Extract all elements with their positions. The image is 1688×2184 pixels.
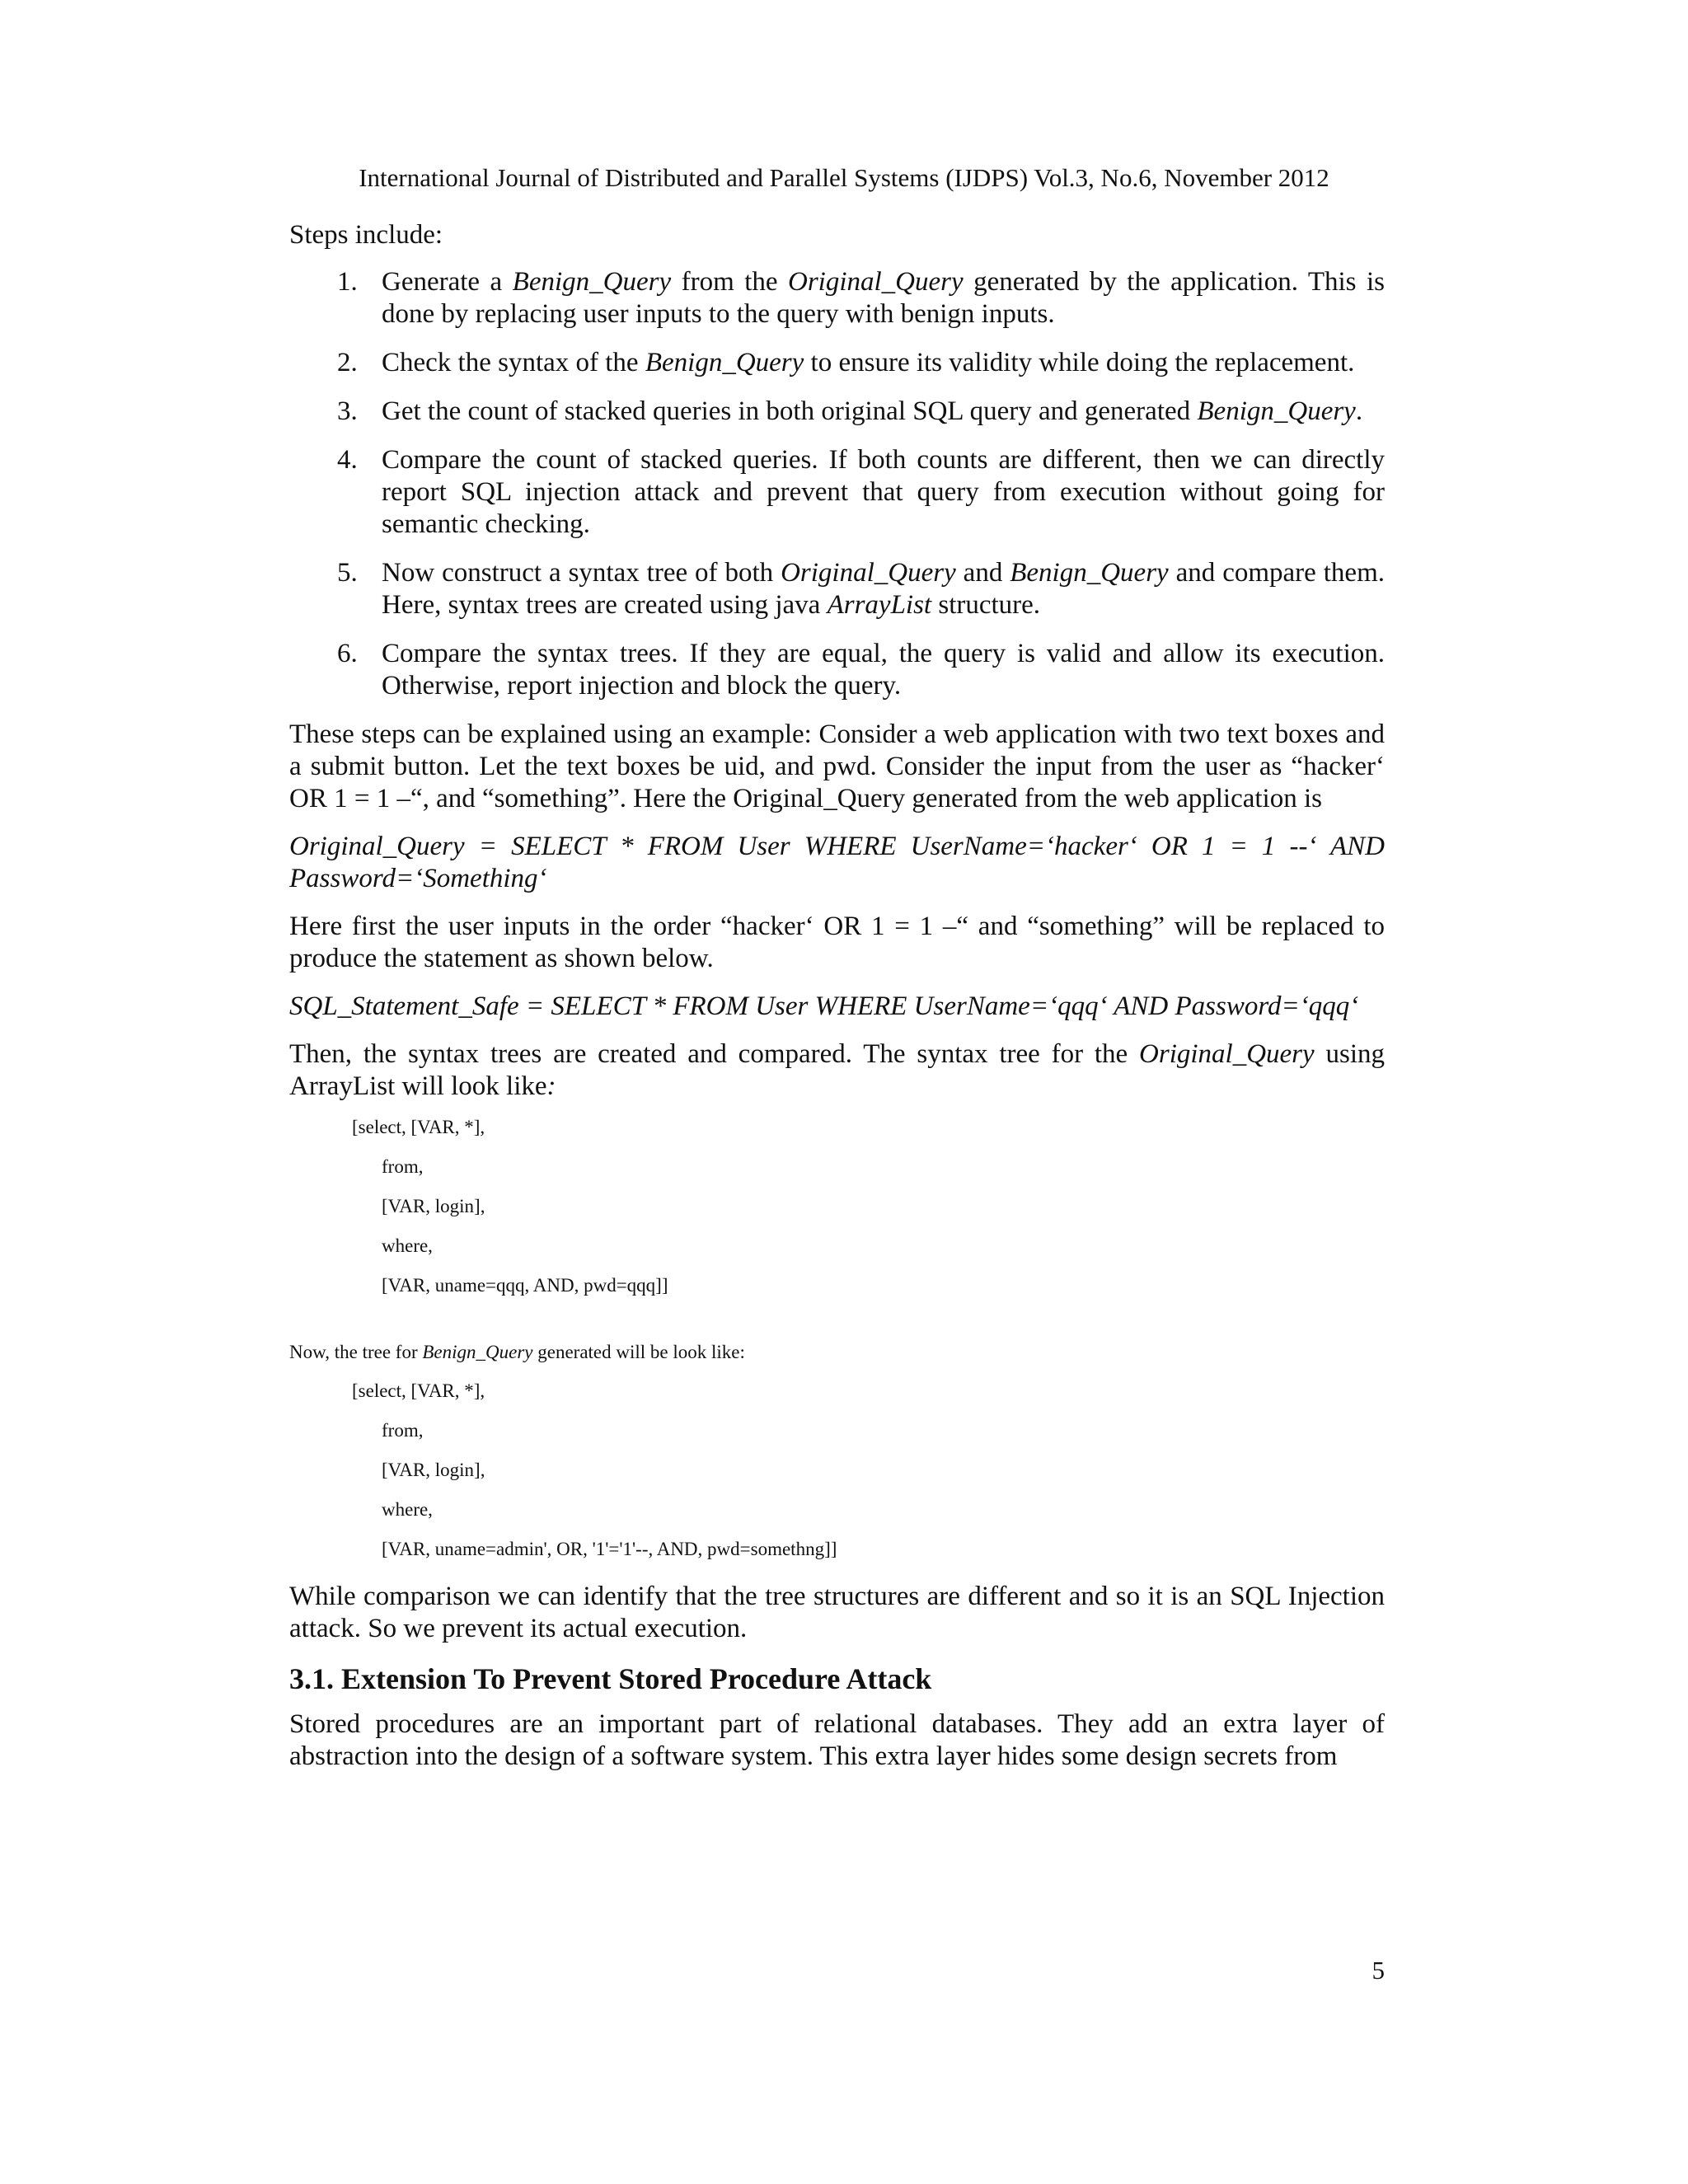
- italic-term: Original_Query: [788, 267, 964, 297]
- page-number: 5: [1372, 1956, 1385, 1985]
- italic-term: Benign_Query: [645, 348, 804, 377]
- list-item-text: Compare the syntax trees. If they are equal, the query is valid and allow its execution. Otherwise, report injection and block the query.: [382, 639, 1385, 701]
- italic-term: Original_Query: [781, 558, 956, 588]
- list-item: [289, 266, 1385, 330]
- tree-line: where,: [382, 1235, 433, 1256]
- body-text: [289, 219, 1385, 1773]
- tree-line: from,: [382, 1420, 424, 1441]
- italic-term: Benign_Query: [512, 267, 672, 297]
- benign-tree-intro: Now, the tree for Benign_Query generated will be look like:: [289, 1342, 745, 1362]
- running-header: International Journal of Distributed and Parallel Systems (IJDPS) Vol.3, No.6, November 2012: [359, 163, 1329, 192]
- syntax-tree-paragraph: Then, the syntax trees are created and compared. The syntax tree for the Original_Query using ArrayList will look like:: [289, 1039, 1385, 1101]
- list-item-text: Get the count of stacked queries in both original SQL query and generated Benign_Query.: [382, 396, 1363, 426]
- italic-term: Original_Query: [1139, 1039, 1315, 1069]
- tree-line: [select, [VAR, *],: [352, 1117, 485, 1137]
- benign-query-tree: [289, 1371, 1385, 1569]
- stored-procedure-paragraph: Stored procedures are an important part of relational databases. They add an extra layer of abstraction into the design of a software system. This extra layer hides some design secrets from: [289, 1709, 1385, 1771]
- list-item: [289, 396, 1385, 428]
- list-item-text: Now construct a syntax tree of both Original_Query and Benign_Query and compare them. Here, syntax trees are created using java ArrayList structure.: [382, 558, 1385, 620]
- list-item: [289, 347, 1385, 379]
- original-query-tree: [289, 1108, 1385, 1305]
- steps-list: [289, 266, 1385, 702]
- tree-line: [VAR, login],: [382, 1460, 485, 1480]
- tree-line: where,: [382, 1499, 433, 1520]
- italic-term: Benign_Query: [1197, 396, 1356, 426]
- section-heading: 3.1. Extension To Prevent Stored Procedure Attack: [289, 1662, 932, 1695]
- list-item: [289, 444, 1385, 541]
- italic-term: ArrayList: [827, 590, 932, 620]
- italic-term: Benign_Query: [422, 1342, 533, 1362]
- steps-intro: Steps include:: [289, 220, 443, 250]
- list-item: [289, 638, 1385, 702]
- replace-paragraph: Here first the user inputs in the order “hacker‘ OR 1 = 1 –“ and “something” will be replaced to produce the statement as shown below.: [289, 912, 1385, 973]
- list-item-text: Check the syntax of the Benign_Query to ensure its validity while doing the replacement.: [382, 348, 1355, 377]
- tree-line: from,: [382, 1156, 424, 1177]
- italic-term: Benign_Query: [1010, 558, 1169, 588]
- comparison-paragraph: While comparison we can identify that the tree structures are different and so it is an SQL Injection attack. So we prevent its actual execution.: [289, 1582, 1385, 1643]
- list-item-text: Generate a Benign_Query from the Original_Query generated by the application. This is done by replacing user inputs to the query with benign inputs.: [382, 267, 1385, 329]
- tree-line: [VAR, uname=admin', OR, '1'='1'--, AND, pwd=somethng]]: [382, 1539, 837, 1559]
- list-item: [289, 557, 1385, 621]
- tree-line: [VAR, uname=qqq, AND, pwd=qqq]]: [382, 1275, 668, 1296]
- tree-line: [VAR, login],: [382, 1196, 485, 1216]
- list-number: 1.: [337, 267, 358, 297]
- italic-term: :: [546, 1071, 556, 1101]
- list-number: 3.: [337, 396, 358, 426]
- list-number: 6.: [337, 639, 358, 668]
- list-item-text: Compare the count of stacked queries. If both counts are different, then we can directly report SQL injection attack and prevent that query from execution without going for semantic checking.: [382, 445, 1385, 539]
- list-number: 5.: [337, 558, 358, 588]
- original-query: Original_Query = SELECT * FROM User WHERE UserName=‘hacker‘ OR 1 = 1 --‘ AND Password=‘Something‘: [289, 832, 1385, 893]
- list-number: 2.: [337, 348, 358, 377]
- list-number: 4.: [337, 445, 358, 475]
- sql-statement-safe: SQL_Statement_Safe = SELECT * FROM User WHERE UserName=‘qqq‘ AND Password=‘qqq‘: [289, 991, 1359, 1021]
- example-paragraph: These steps can be explained using an example: Consider a web application with two text boxes and a submit button. Let the text boxes be uid, and pwd. Consider the input from the user as “hacker‘ OR 1 = 1 –“, and “something”. Here the Original_Query generated from the web application is: [289, 719, 1385, 813]
- tree-line: [select, [VAR, *],: [352, 1380, 485, 1401]
